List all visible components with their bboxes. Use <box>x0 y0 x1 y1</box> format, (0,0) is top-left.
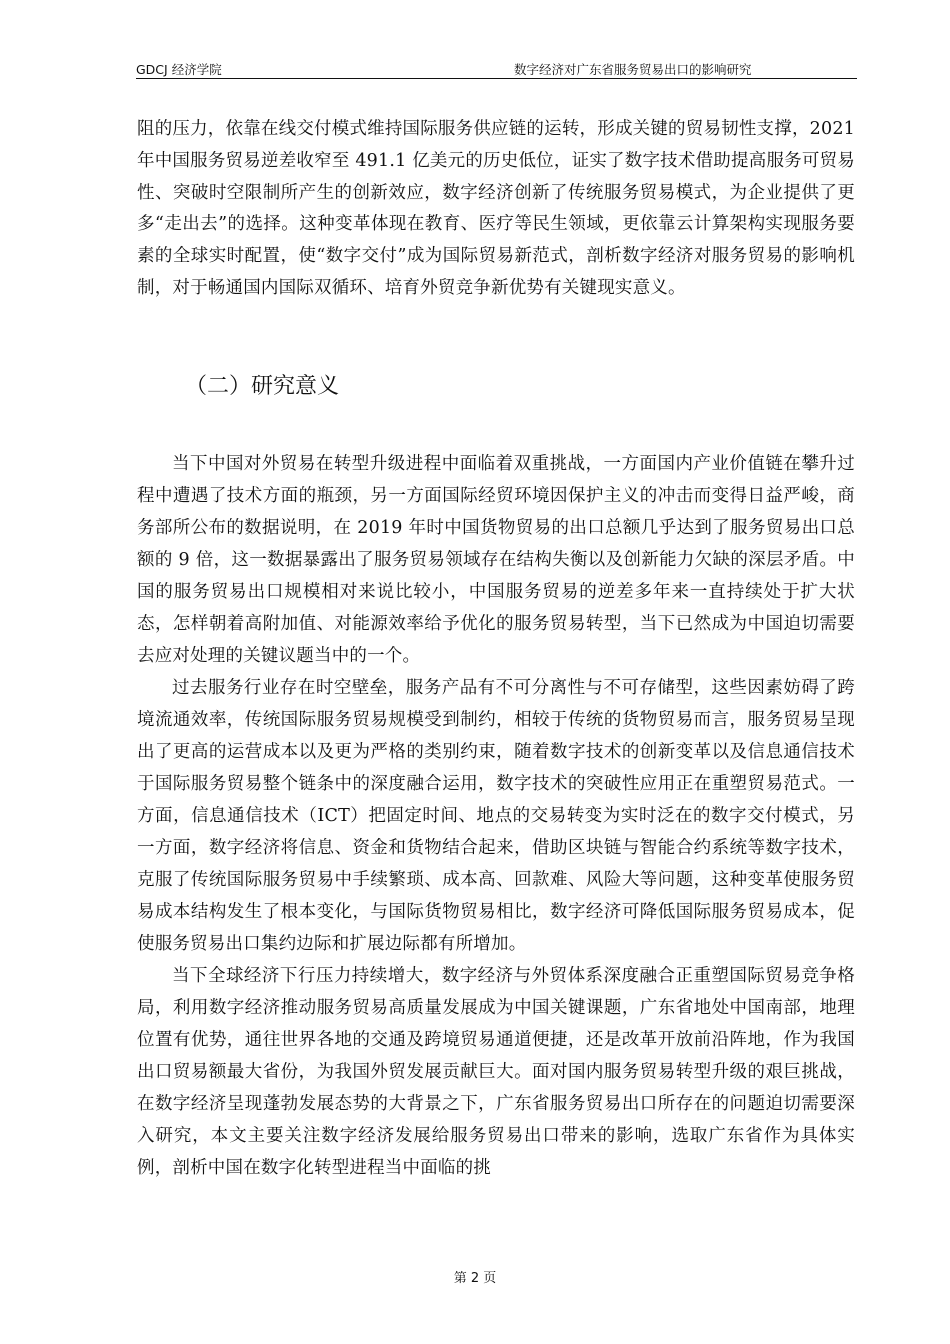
paragraph-2: 过去服务行业存在时空壁垒，服务产品有不可分离性与不可存储型，这些因素妨碍了跨境流通效率，传统国际服务贸易规模受到制约，相较于传统的货物贸易而言，服务贸易呈现出了更高的运营成本以及更为严格的类别约束，随着数字技术的创新变革以及信息通信技术于国际服务贸易整个链条中的深度融合运用，数字技术的突破性应用正在重塑贸易范式。一方面，信息通信技术（ICT）把固定时间、地点的交易转变为实时泛在的数字交付模式，另一方面，数字经济将信息、资金和货物结合起来，借助区块链与智能合约系统等数字技术，克服了传统国际服务贸易中手续繁琐、成本高、回款难、风险大等问题，这种变革使服务贸易成本结构发生了根本变化，与国际货物贸易相比，数字经济可降低国际服务贸易成本，促使服务贸易出口集约边际和扩展边际都有所增加。 <box>137 678 855 954</box>
paragraph-3: 当下全球经济下行压力持续增大，数字经济与外贸体系深度融合正重塑国际贸易竞争格局，利用数字经济推动服务贸易高质量发展成为中国关键课题，广东省地处中国南部，地理位置有优势，通往世界各地的交通及跨境贸易通道便捷，还是改革开放前沿阵地，作为我国出口贸易额最大省份，为我国外贸发展贡献巨大。面对国内服务贸易转型升级的艰巨挑战，在数字经济呈现蓬勃发展态势的大背景之下，广东省服务贸易出口所存在的问题迫切需要深入研究，本文主要关注数字经济发展给服务贸易出口带来的影响，选取广东省作为具体实例，剖析中国在数字化转型进程当中面临的挑 <box>137 966 855 1178</box>
paragraph-1: 当下中国对外贸易在转型升级进程中面临着双重挑战，一方面国内产业价值链在攀升过程中遭遇了技术方面的瓶颈，另一方面国际经贸环境因保护主义的冲击而变得日益严峻，商务部所公布的数据说明，在 2019 年时中国货物贸易的出口总额几乎达到了服务贸易出口总额的 9 倍，这一数据暴露出了服务贸易领域存在结构失衡以及创新能力欠缺的深层矛盾。中国的服务贸易出口规模相对来说比较小，中国服务贸易的逆差多年来一直持续处于扩大状态，怎样朝着高附加值、对能源效率给予优化的服务贸易转型，当下已然成为中国迫切需要去应对处理的关键议题当中的一个。 <box>137 454 855 666</box>
header-institution: GDCJ 经济学院 <box>136 62 222 77</box>
section-heading: （二）研究意义 <box>185 374 340 399</box>
page-header <box>136 62 857 78</box>
header-divider <box>136 78 857 79</box>
paragraph-continued: 阻的压力，依靠在线交付模式维持国际服务供应链的运转，形成关键的贸易韧性支撑，2021 年中国服务贸易逆差收窄至 491.1 亿美元的历史低位，证实了数字技术借助提高服务可贸易性、突破时空限制所产生的创新效应，数字经济创新了传统服务贸易模式，为企业提供了更多“走出去”的选择。这种变革体现在教育、医疗等民生领域，更依靠云计算架构实现服务要素的全球实时配置，使“数字交付”成为国际贸易新范式，剖析数字经济对服务贸易的影响机制，对于畅通国内国际双循环、培育外贸竞争新优势有关键现实意义。 <box>137 119 855 298</box>
section-body <box>137 448 855 1184</box>
page-number: 第 2 页 <box>453 1271 497 1286</box>
header-document-title: 数字经济对广东省服务贸易出口的影响研究 <box>514 62 752 77</box>
continued-paragraph-block <box>137 114 855 305</box>
